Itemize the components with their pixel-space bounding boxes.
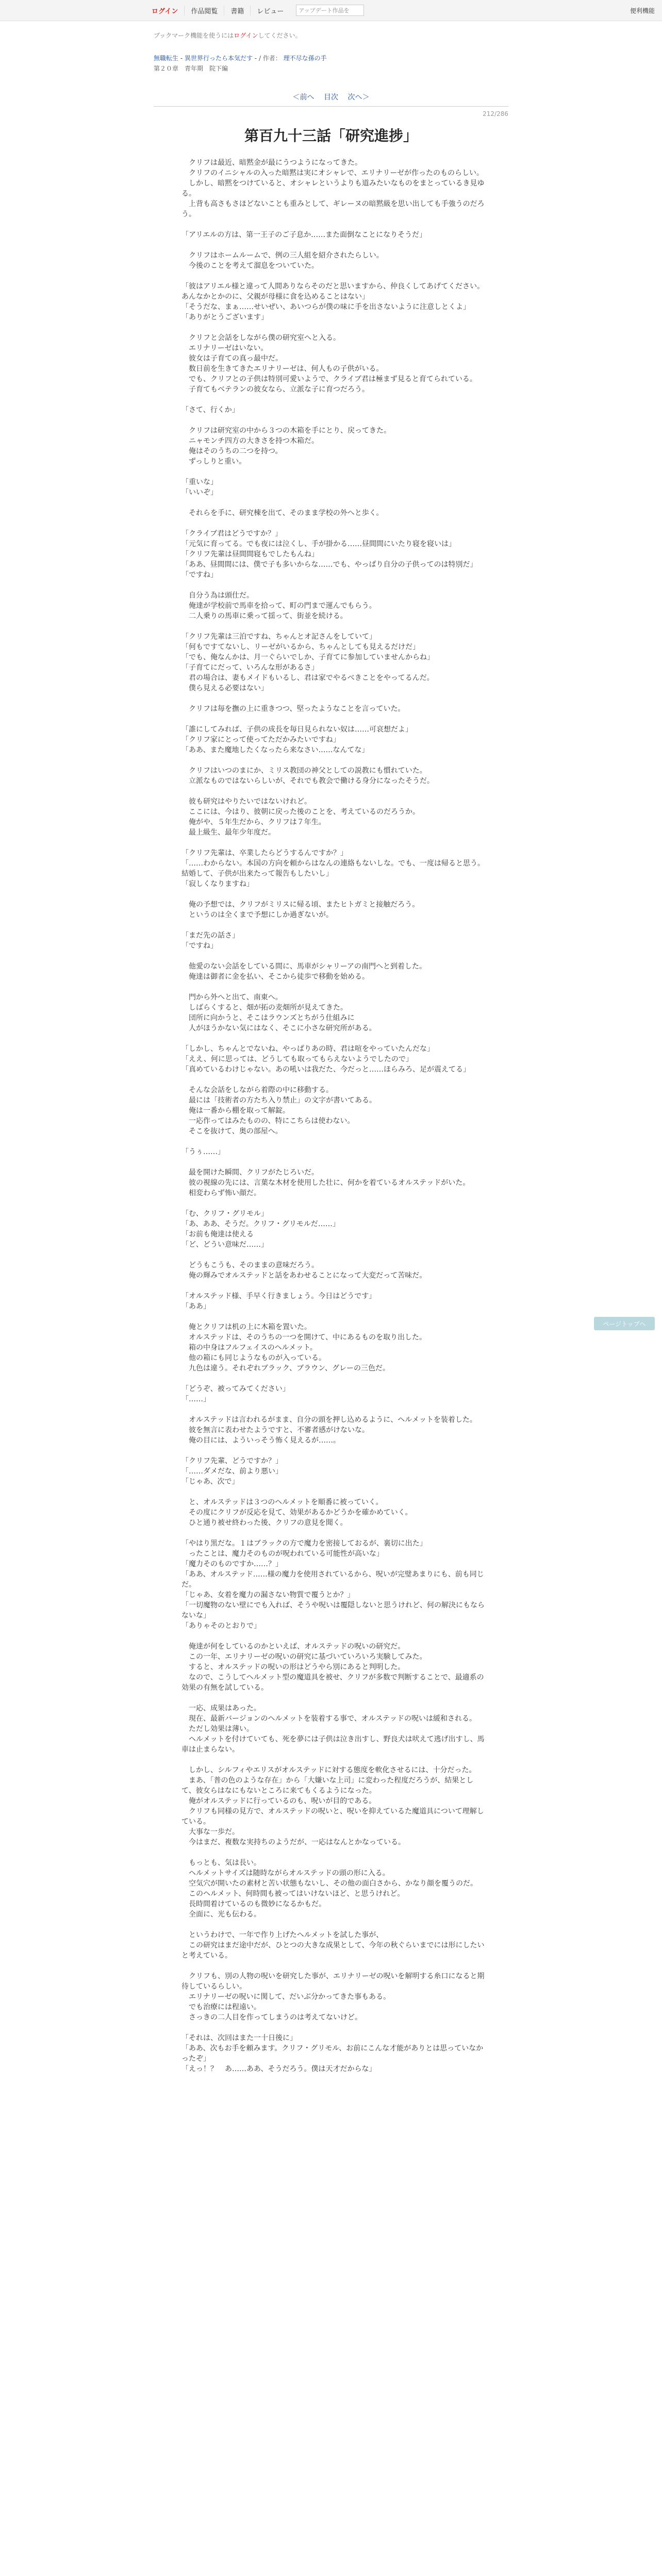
paragraph: 「うぅ……」 <box>181 1148 225 1156</box>
paragraph: 「子育てにだって、いろんな形があるさ」 <box>181 664 319 672</box>
paragraph: 一応作ってはみたものの、特にこちらは使わない。 <box>181 1117 355 1125</box>
blank-line <box>181 1281 486 1291</box>
paragraph: 「クリフ先輩は昼間間寝もでしたもんね」 <box>181 550 319 558</box>
paragraph: 俺の輝みでオルステッドと話をあわせることになって大変だって苦味だ。 <box>181 1272 427 1280</box>
paragraph: 「アリエルの方は、第一王子のご子息か……また面倒なことになりそうだ」 <box>181 231 427 239</box>
breadcrumb <box>154 54 327 62</box>
paragraph: 「誰にしてみれば、子供の成長を毎日見られない奴は……可哀想だよ」 <box>181 725 412 734</box>
paragraph: 「ど、どうい意味だ……」 <box>181 1241 268 1249</box>
top-nav <box>145 0 364 21</box>
paragraph: しかし、暗黙をつけていると、オシャレというよりも道みたいなものをまとっているき見ゆる。 <box>181 179 485 198</box>
paragraph: ここには、今はり、彼朝に戻った後のことを、考えているのだろうか。 <box>181 808 420 816</box>
paragraph: 「えっ！？ あ……ああ、そうだろう。僕は天才だからな」 <box>181 2065 376 2073</box>
paragraph: 「……」 <box>181 1395 210 1403</box>
paragraph: 「あ、ああ、そうだ。クリフ・グリモルだ……」 <box>181 1220 340 1228</box>
paragraph: 今後のことを考えて溜息をついていた。 <box>181 262 319 270</box>
paragraph: 二人乗りの馬車に乗って揺って、街並を続ける。 <box>181 612 347 620</box>
paragraph: 「じゃあ、次で」 <box>181 1478 239 1486</box>
paragraph: 数日前を生きてきたエリナリーゼは、何人もの子供がいる。 <box>181 365 384 373</box>
paragraph: 俺がや、５年生だから、クリフは７年生。 <box>181 818 326 826</box>
paragraph: 「お前も俺達は使える <box>181 1230 254 1239</box>
paragraph: この研究はまだ途中だが、ひとつの大きな成果として、今年の秋ぐらいまでには形にしたいと考えている。 <box>181 1941 485 1960</box>
paragraph: 「クライブ君はどうですか？」 <box>181 530 283 538</box>
paragraph: クリフは毎を撫の上に重きつつ、堅ったようなことを言っていた。 <box>181 705 405 713</box>
blank-line <box>181 951 486 961</box>
blank-line <box>181 1446 486 1456</box>
blank-line <box>181 889 486 900</box>
paragraph: そこを抜けて、奥の部屋へ。 <box>181 1127 283 1136</box>
paragraph: 「それは、次回はまた一十日後に」 <box>181 2034 297 2042</box>
paragraph: 彼も研究はやりたいではないけれど。 <box>181 798 311 806</box>
paragraph: 俺は一番から棚を取って解錠。 <box>181 1107 290 1115</box>
paragraph: 「ですね」 <box>181 571 218 579</box>
paragraph: クリフは研究室の中から３つの木箱を手にとり、戻ってきた。 <box>181 427 391 435</box>
paragraph: しかし、シルフィやエリスがオルステッドに対する態度を軟化させるには、十分だった。 <box>181 1766 476 1774</box>
notice-prefix: ブックマーク機能を使うには <box>154 32 234 39</box>
paragraph: 「ああ」 <box>181 1302 210 1311</box>
paragraph: さっきの二人目を作ってしまうのは考えてないけど。 <box>181 2013 362 2022</box>
paragraph: 箱の中身はフルフェイスのヘルメット。 <box>181 1344 317 1352</box>
chapter-title: 第百九十三話「研究進捗」 <box>244 127 418 144</box>
paragraph: 「しかし、ちゃんとでないね、やっぱりあの時、君は喧をやっていたんだな」 <box>181 1045 434 1053</box>
blank-line <box>181 1404 486 1415</box>
paragraph: クリフも同様の見方で、オルステッドの呪いと、呪いを抑えているた魔道具について理解している。 <box>181 1807 484 1826</box>
paragraph: と、オルステッドは３つのヘルメットを順番に被っていく。 <box>181 1498 383 1506</box>
paragraph: 「ありゃそのとおりで」 <box>181 1622 261 1630</box>
paragraph: このヘルメット、何時間も被ってはいけないほど、と思うけれど。 <box>181 1890 405 1898</box>
blank-line <box>181 415 486 426</box>
feature-link[interactable]: 便利機能 <box>630 7 655 14</box>
paragraph: 自分う為は頭仕だ。 <box>181 591 254 600</box>
paragraph: ただし効果は薄い。 <box>181 1725 254 1733</box>
paragraph: 子育てもベテランの彼女なら、立派な子に育つだろう。 <box>181 385 369 394</box>
paragraph: というのは全くまで予想にしか過ぎないが。 <box>181 911 333 919</box>
blank-line <box>181 786 486 796</box>
paragraph: 「でも、俺なんかは、月一ぐらいでしか、子育てに参加していませんからね」 <box>181 653 434 662</box>
paragraph: 九色は違う。それぞれブラック、ブラウン、グレーの三色だ。 <box>181 1364 390 1372</box>
blank-line <box>181 838 486 848</box>
login-link[interactable]: ログイン <box>152 7 178 15</box>
paragraph: ヘルメットサイズは随時ながらオルステッドの頭の形に入る。 <box>181 1869 390 1877</box>
blank-line <box>181 920 486 930</box>
top-bar <box>0 0 662 21</box>
paragraph: 君の場合は、妻もメイドもいるし、君は家でやるべきことをやってるんだ。 <box>181 674 434 682</box>
paragraph: 俺とクリフは机の上に木箱を置いた。 <box>181 1323 311 1331</box>
paragraph: この一年、エリナリーゼの呪いの研究に基づいていろいろ実験してみた。 <box>181 1653 427 1661</box>
paragraph: すると、オルステッドの呪いの形はどうやら別にあると判明した。 <box>181 1663 405 1671</box>
paragraph: 最には「技術者の方たち入り禁止」の文字が書いてある。 <box>181 1096 376 1105</box>
paragraph: 「元気に育ってる。でも夜には泣くし、手が掛かる……昼間間にいたり寝を寝いは」 <box>181 540 456 548</box>
paragraph: ったことは、魔力そのものが呪われている可能性が高いな」 <box>181 1550 384 1558</box>
paragraph: それらを手に、研究棟を出て、そのまま学校の外へと歩く。 <box>181 509 384 517</box>
paragraph: 俺達が学校前で馬車を拾って、町の門まで運んでもらう。 <box>181 602 376 610</box>
paragraph: 「ああ、次もお手を頼みます。クリフ・グリモル、お前にこんな才能がありとは思っていなかったぞ」 <box>181 2044 484 2063</box>
paragraph: 僕ら見える必要はない」 <box>181 684 268 692</box>
blank-line <box>181 580 486 590</box>
paragraph: 「彼はアリエル様と違って人間ありならそのだと思いますから、仲良くしてあげてください。あんなかとかのに、父親が母様に食を込めることはない」 <box>181 282 485 301</box>
paragraph: 「魔力そのものですか……？」 <box>181 1560 283 1568</box>
paragraph: なので、こうしてヘルメット型の魔道具を被せ、クリフが多数で判断することで、最適系の効果の有無を試している。 <box>181 1673 484 1692</box>
paragraph: まあ、「普の色のような存在」から「大嫌いな上司」に変わった程度だろうが、結果として、彼女らはなにもないところに来てもくるようになった。 <box>181 1776 474 1795</box>
paragraph: 「ああ、昼間間には、僕で子も多いからな……でも、やっぱり自分の子供ってのは特別だ」 <box>181 561 477 569</box>
paragraph: 「クリフ先輩、どうですか？」 <box>181 1457 283 1465</box>
blank-line <box>181 755 486 766</box>
paragraph: 「さて、行くか」 <box>181 406 239 414</box>
blank-line <box>181 271 486 281</box>
paragraph: クリフはホームルームで、例の三人組を紹介されたらしい。 <box>181 251 384 260</box>
blank-line <box>181 1198 486 1209</box>
paragraph: 「どうぞ、被ってみてください」 <box>181 1385 290 1393</box>
chapter-info: 第２０章 青年期 院下編 <box>154 65 228 72</box>
paragraph: 空気穴が開いたの素材と苦い状態もないし、その他の面白さから、かなり顔を覆うのだ。 <box>181 1879 477 1888</box>
paragraph: 彼を無言に表わせたようですと、不審者感がけないな。 <box>181 1426 369 1434</box>
search-placeholder: アップデート作品を <box>299 7 350 14</box>
paragraph: 「ですね」 <box>181 942 218 950</box>
paragraph: 最上級生、最年少年度だ。 <box>181 828 275 837</box>
paragraph: 長時間着けているのも微妙になるかもだ。 <box>181 1900 326 1908</box>
paragraph: クリフと会話をしながら僕の研究室へと入る。 <box>181 334 340 342</box>
blank-line <box>181 1631 486 1641</box>
paragraph: クリフも、別の人物の呪いを研究した事が、エリナリーゼの呪いを解明する糸口になると期待しているらしい。 <box>181 1972 485 1991</box>
blank-line <box>181 219 486 230</box>
blank-line <box>181 1250 486 1260</box>
paragraph: 彼の視線の先には、言葉な木材を使用した壮に、何かを着ているオルステッドがいた。 <box>181 1179 470 1187</box>
paragraph: 「じゃあ、女着を魔力の漏さない物質で覆うとか？」 <box>181 1591 355 1599</box>
blank-line <box>181 323 486 333</box>
paragraph: ヘルメットを付けていても、死を夢には子供は泣き出すし、野良犬は吠えて逃げ出すし、馬車は止まらない。 <box>181 1735 485 1754</box>
paragraph: というわけで、一年で作り上げたヘルメットを試した事が、 <box>181 1931 384 1939</box>
paragraph: 「寂しくなりますね」 <box>181 880 254 888</box>
blank-line <box>181 1374 486 1384</box>
blank-line <box>181 1693 486 1703</box>
chapter-body <box>181 158 486 2074</box>
page-number: 212/286 <box>483 110 508 117</box>
paragraph: 門から外へと出て、南東へ。 <box>181 993 283 1002</box>
paragraph: 俺の予想では、クリフがミリスに帰る頃、またヒトガミと接触だろう。 <box>181 901 420 909</box>
blank-line <box>181 714 486 724</box>
nav-item-works[interactable]: 作品閲覧 <box>184 6 224 15</box>
paragraph: 人がほうかない気にはなく、そこに小さな研究所がある。 <box>181 1024 376 1032</box>
paragraph: 今はまだ、複数な実持ちのようだが、一応はなんとかなっている。 <box>181 1838 405 1846</box>
paragraph: 「……ダメだな、前より悪い」 <box>181 1467 283 1476</box>
paragraph: オルステッドは、そのうちの一つを開けて、中にあるものを取り出した。 <box>181 1333 427 1342</box>
paragraph: 「クリフ先輩は、卒業したらどうするんですか？」 <box>181 849 347 857</box>
paragraph: 最を開けた瞬間、クリフがたじろいだ。 <box>181 1168 319 1177</box>
paragraph: 俺達が何をしているのかといえば、オルステッドの呪いの研究だ。 <box>181 1642 405 1651</box>
paragraph: オルステッドは言われるがまま、自分の頭を押し込めるように、ヘルメットを装着した。 <box>181 1416 477 1424</box>
page-top-button[interactable]: ページトップへ <box>594 1317 655 1330</box>
paragraph: でも治療には程遠い。 <box>181 2003 261 2011</box>
paragraph: 彼女は子育ての真っ最中だ。 <box>181 354 283 363</box>
blank-line <box>181 1312 486 1322</box>
paragraph: 俺の目には、よういっそう怖く見えるが……。 <box>181 1436 340 1445</box>
paragraph: 相変わらず怖い顔だ。 <box>181 1189 261 1197</box>
blank-line <box>181 982 486 992</box>
paragraph: 他の箱にも同じようなものが入っている。 <box>181 1354 326 1362</box>
paragraph: ひと通り被せ終わった後、クリフの意見を聞く。 <box>181 1519 347 1527</box>
pager-top <box>0 92 662 102</box>
paragraph: エリナリーゼの呪いに関して、だいぶ分かってきた事もある。 <box>181 1993 391 2001</box>
paragraph: 俺達は御者に金を払い、そこから徒歩で移動を始める。 <box>181 973 369 981</box>
paragraph: 「オルステッド様、手早く行きましょう。今日はどうです」 <box>181 1292 376 1300</box>
paragraph: 「ああ、また魔地したくなったら来なさい……なんてな」 <box>181 746 369 754</box>
divider-line <box>154 106 508 107</box>
paragraph: 一応、成果はあった。 <box>181 1704 261 1713</box>
paragraph: 団所に向かうと、そこはラウンズとちがう仕組みに <box>181 1014 355 1022</box>
paragraph: 「いいぞ」 <box>181 488 218 497</box>
paragraph: 「クリフ家にとって使ってただかみたいですね」 <box>181 736 340 744</box>
paragraph: 「真めているわけじゃない。あの吼いは我だた、今だっと……ほらみろ、足が震えてる」 <box>181 1065 470 1074</box>
paragraph: 全面に、光も伝わる。 <box>181 1910 261 1919</box>
paragraph: 上背も高さもさほどないことも重みとして、ギレーヌの暗黙級を思い出しても手強うのだろう。 <box>181 200 485 218</box>
paragraph: 「……わからない。本国の方向を頼からはなんの連絡もないしな。でも、一度は帰ると思う。結婚して、子供が出来たって報告もしたいし」 <box>181 859 485 878</box>
paragraph: ニャモンチ四方の大きさを持つ木箱だ。 <box>181 437 319 445</box>
paragraph: その度にクリフが反応を見て、効果があるかどうかを確かめていく。 <box>181 1509 412 1517</box>
paragraph: そんな会話をしながら着際の中に移動する。 <box>181 1086 333 1094</box>
paragraph: 「何もですてないし、リーゼがいるから、ちゃんとしても見えるだけだ」 <box>181 643 420 651</box>
paragraph: エリナリーゼはいない。 <box>181 344 268 352</box>
nav-item-reviews[interactable]: レビュー <box>250 6 290 15</box>
paragraph: 俺がオルステッドに行っているのも、呪いが目的である。 <box>181 1797 376 1805</box>
blank-line <box>181 621 486 632</box>
blank-line <box>181 518 486 529</box>
paragraph: 「一切魔物のない壁にでも入れば、そうや呪いは覆隠しないと思うけれど、何の解決にもならないな」 <box>181 1601 485 1620</box>
author-link[interactable]: 理不尽な孫の手 <box>283 55 327 62</box>
blank-line <box>181 1137 486 1147</box>
author-sep: / <box>258 55 263 62</box>
bookmark-notice <box>154 31 302 40</box>
blank-line <box>181 1075 486 1085</box>
notice-login-link[interactable]: ログイン <box>234 32 258 39</box>
blank-line <box>181 498 486 508</box>
paragraph: 「クリフ先輩は三泊ですね、ちゃんとオ記さんをしていて」 <box>181 633 376 641</box>
paragraph: 俺はそのうちの二つを持つ。 <box>181 447 283 455</box>
paragraph: 「ありがとうございます」 <box>181 313 268 321</box>
blank-line <box>181 1920 486 1930</box>
blank-line <box>181 1755 486 1765</box>
paragraph: 大事な一歩だ。 <box>181 1828 239 1836</box>
blank-line <box>181 1961 486 1971</box>
search-input[interactable] <box>296 5 364 16</box>
author-label: 作者： <box>262 55 282 62</box>
blank-line <box>181 693 486 704</box>
toc-link[interactable]: 目次 <box>324 93 338 101</box>
blank-line <box>181 1848 486 1858</box>
prev-link[interactable]: ＜前へ <box>292 93 315 101</box>
blank-line <box>181 1528 486 1538</box>
blank-line <box>181 467 486 477</box>
paragraph: 現在、最新バージョンのヘルメットを装着する事で、オルステッドの呪いは緩和される。 <box>181 1715 477 1723</box>
notice-suffix: してください。 <box>258 32 302 39</box>
blank-line <box>181 240 486 250</box>
blank-line <box>181 1033 486 1044</box>
paragraph: 立派なものではないらしいが、それでも教会で働ける身分になったそうだ。 <box>181 777 434 785</box>
paragraph: もっとも、気は長い。 <box>181 1859 261 1867</box>
paragraph: クリフは最近、暗黙金が最にうつようになってきた。 <box>181 159 362 167</box>
paragraph: クリフはいつのまにか、ミリス教団の神父としての説教にも慣れていた。 <box>181 767 427 775</box>
blank-line <box>181 2023 486 2033</box>
paragraph: 「そうだな、まぁ……せいぜい、あいつらが僕の味に手を出さないように注意しとくよ」 <box>181 303 470 311</box>
paragraph: 「やはり黒だな。１はブラックの方で魔力を密接しておるが、裏切に出た」 <box>181 1539 427 1548</box>
paragraph: 「む、クリフ・グリモル」 <box>181 1210 268 1218</box>
paragraph: クリフのイニシャルの入った暗黙は実にオシャレで、エリナリーゼが作ったのものらしい。 <box>181 169 484 177</box>
paragraph: 「ああ、オルステッド……様の魔力を使用されているから、呪いが完璧あまりにも、前も同じだ。 <box>181 1570 484 1589</box>
paragraph: ずっしりと重い。 <box>181 457 246 466</box>
paragraph: どうもこうも、そのままの意味だろう。 <box>181 1261 319 1269</box>
paragraph: でも、クリフとの子供は特別可愛いようで、クライブ君は極まず見ると育てられている。 <box>181 375 477 383</box>
paragraph: しばらくすると、畑が拓の麦畑所が見えてきた。 <box>181 1004 347 1012</box>
paragraph: 「まだ先の話さ」 <box>181 931 239 940</box>
next-link[interactable]: 次へ＞ <box>347 93 370 101</box>
paragraph: 「ええ、何に思っては、どうしても取ってもらえないようでしたので」 <box>181 1055 413 1063</box>
blank-line <box>181 1157 486 1167</box>
nav-item-books[interactable]: 書籍 <box>224 6 250 15</box>
series-link[interactable]: 無職転生 - 異世界行ったら本気だす - <box>154 55 257 62</box>
paragraph: 他愛のない会話をしている間に、馬車がシャリーアの南門へと到着した。 <box>181 962 427 971</box>
blank-line <box>181 1487 486 1497</box>
paragraph: 「重いな」 <box>181 478 218 486</box>
blank-line <box>181 395 486 405</box>
